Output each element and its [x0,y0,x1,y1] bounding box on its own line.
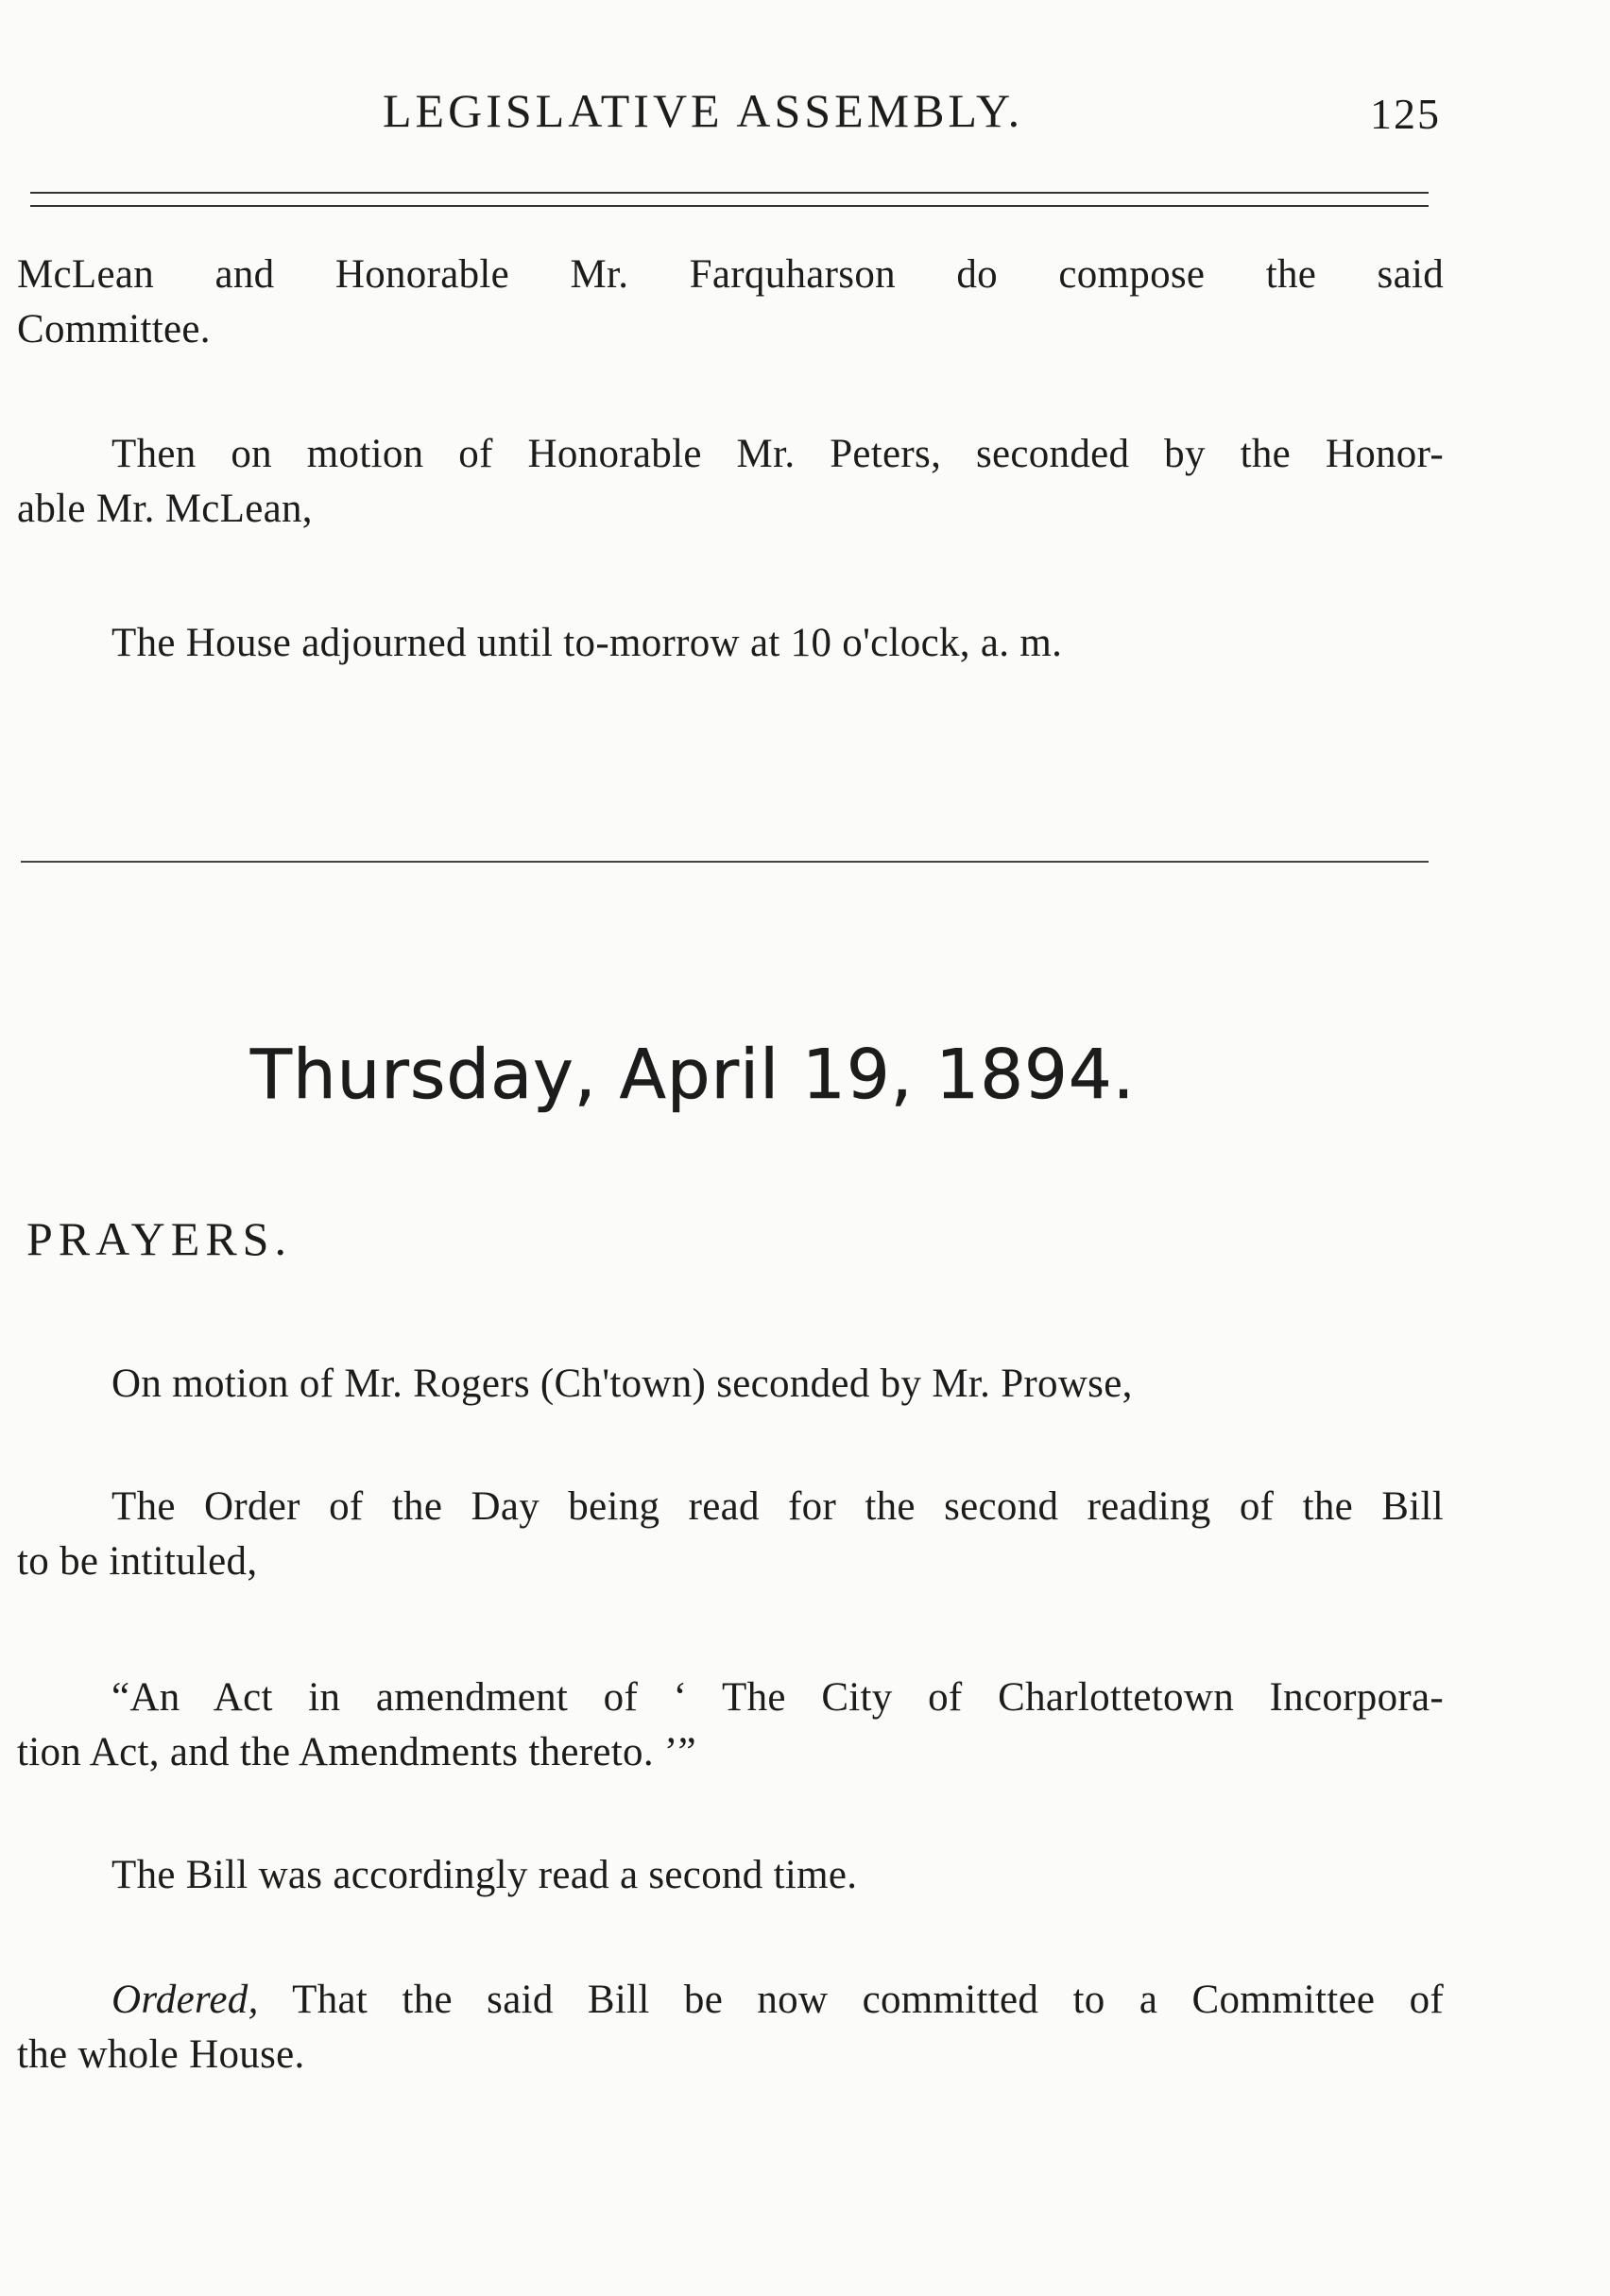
paragraph-line [17,1973,1444,2028]
paragraph-line [17,1671,1444,1725]
prayers-heading: PRAYERS. [26,1212,292,1265]
paragraph-text: That the said Bill be now committed to a Committee of [258,1978,1444,2022]
page-number: 125 [1370,90,1441,138]
order-of-day-paragraph [17,1480,1444,1589]
paragraph-text: The House adjourned until to-morrow at 10 o'clock, a. m. [111,621,1063,665]
continuation-paragraph [17,248,1444,357]
paragraph-line [17,427,1444,482]
ordered-paragraph [17,1973,1444,2082]
paragraph-text: The Order of the Day being read for the second reading of the Bill [111,1484,1444,1529]
paragraph-line: Committee. [17,307,211,351]
section-divider-rule [21,861,1429,863]
header-double-rule [30,192,1429,207]
paragraph-text: The Bill was accordingly read a second time. [111,1853,858,1897]
adjourned-paragraph [17,616,1444,671]
ordered-italic-word: Ordered, [111,1978,259,2022]
paragraph-line: tion Act, and the Amendments thereto. ’” [17,1730,696,1774]
paragraph-line: able Mr. McLean, [17,487,313,531]
paragraph-line [17,616,1444,671]
paragraph-text: Then on motion of Honorable Mr. Peters, seconded by the Honor- [111,432,1444,476]
paragraph-line [17,1480,1444,1534]
motion-rogers-paragraph [17,1357,1444,1412]
running-head [0,83,1610,140]
paragraph-line [17,1357,1444,1412]
paragraph-line [17,1848,1444,1903]
act-title-paragraph [17,1671,1444,1780]
paragraph-line: to be intituled, [17,1539,258,1584]
paragraph-line: McLean and Honorable Mr. Farquharson do compose the said [17,252,1444,297]
paragraph-line: the whole House. [17,2032,305,2077]
date-heading: Thursday, April 19, 1894. [250,1035,1136,1114]
second-reading-paragraph [17,1848,1444,1903]
running-title: LEGISLATIVE ASSEMBLY. [383,84,1024,137]
paragraph-text: “An Act in amendment of ‘ The City of Charlottetown Incorpora- [111,1675,1444,1720]
paragraph-text: On motion of Mr. Rogers (Ch'town) seconded by Mr. Prowse, [111,1362,1133,1406]
motion-adjourn-paragraph [17,427,1444,537]
